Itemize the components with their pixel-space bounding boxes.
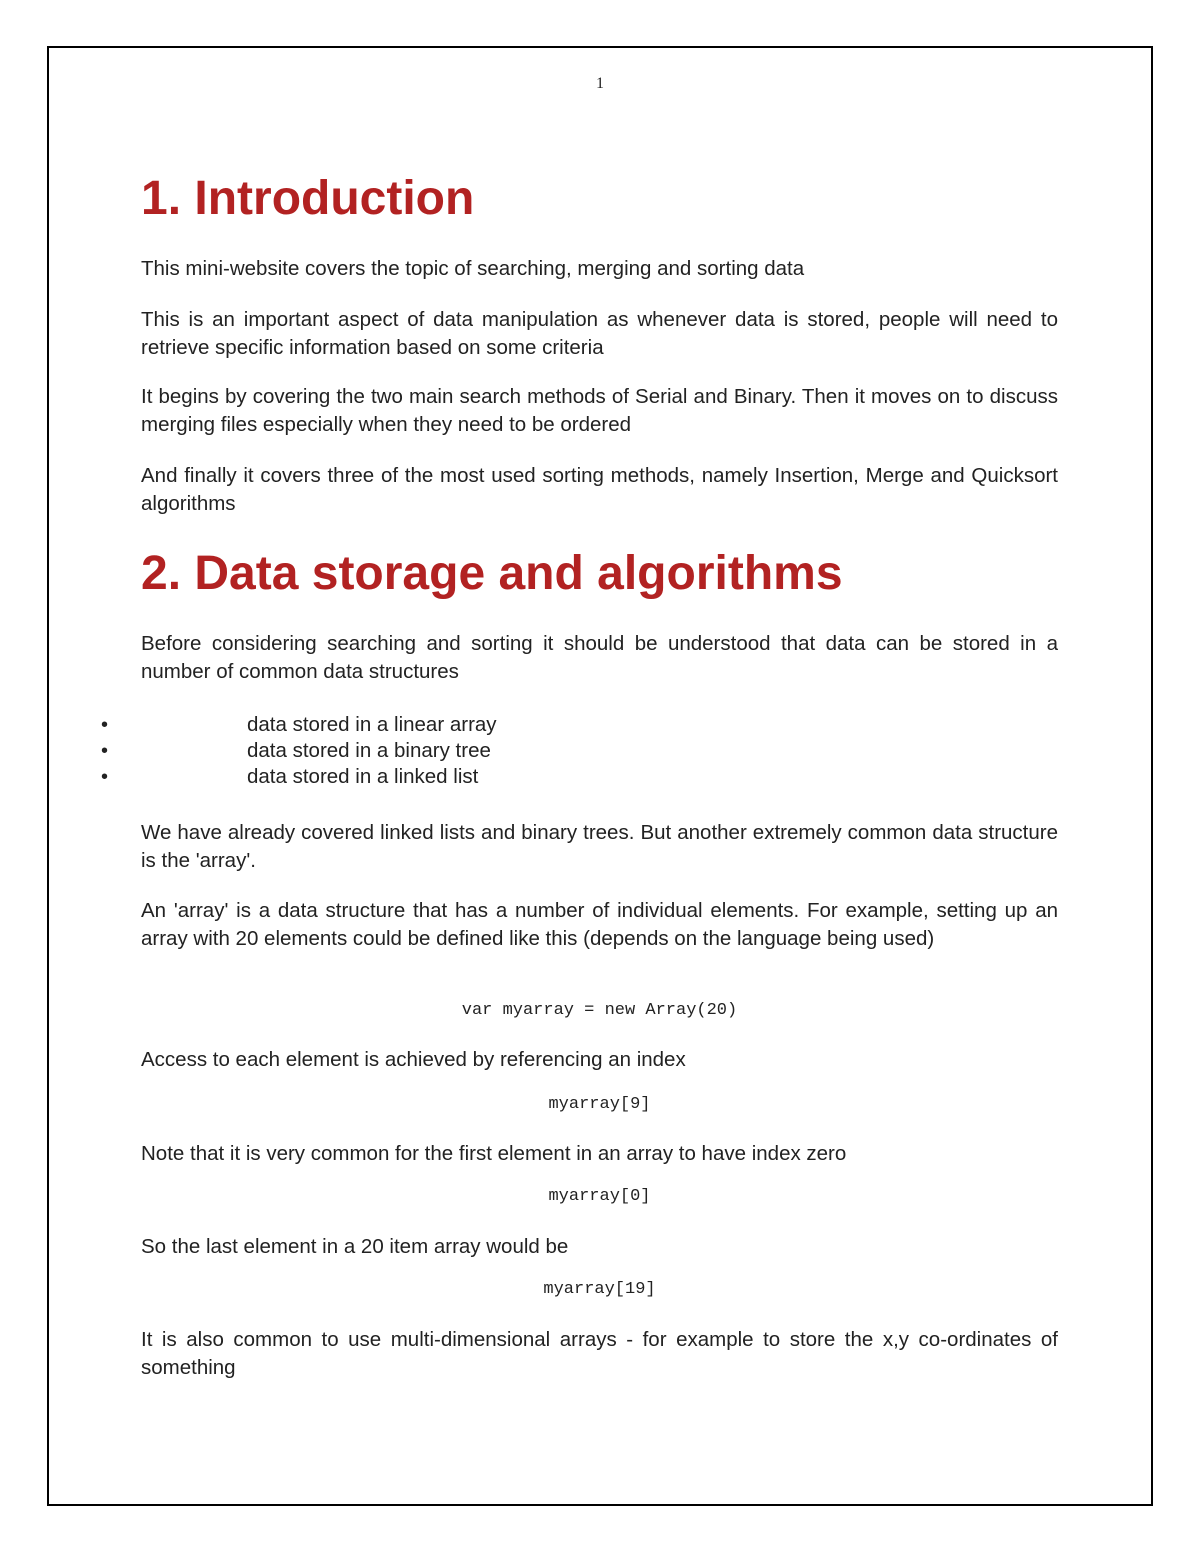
intro-paragraph-4: And finally it covers three of the most used sorting methods, namely Insertion, Merge and Quicksort algorithms (141, 464, 1058, 515)
intro-paragraph-1: This mini-website covers the topic of searching, merging and sorting data (141, 257, 805, 280)
data-storage-intro: Before considering searching and sorting it should be understood that data can be stored in a number of common data structures (141, 632, 1058, 683)
code-index-19: myarray[19] (543, 1280, 656, 1299)
section-heading-data-storage: 2. Data storage and algorithms (141, 547, 843, 600)
array-definition-paragraph: An 'array' is a data structure that has a number of individual elements. For example, setting up an array with 20 elements could be defined like this (depends on the language being used) (141, 899, 1058, 950)
last-element-paragraph: So the last element in a 20 item array would be (141, 1235, 569, 1258)
bullet-icon: • (101, 714, 109, 736)
section-heading-introduction: 1. Introduction (141, 172, 475, 225)
linked-lists-paragraph: We have already covered linked lists and binary trees. But another extremely common data structure is the 'array'. (141, 821, 1058, 872)
multi-dimensional-paragraph: It is also common to use multi-dimensional arrays - for example to store the x,y co-ordinates of something (141, 1328, 1058, 1379)
code-index-0: myarray[0] (548, 1187, 651, 1206)
list-item (101, 764, 1058, 790)
page-number: 1 (596, 75, 604, 92)
code-index-9: myarray[9] (548, 1095, 651, 1114)
list-item (101, 738, 1058, 764)
data-structure-list (101, 712, 1058, 790)
bullet-icon: • (101, 740, 109, 762)
list-item-text: data stored in a linear array (247, 713, 497, 736)
list-item-text: data stored in a binary tree (247, 739, 491, 762)
code-array-declaration: var myarray = new Array(20) (461, 1001, 738, 1020)
bullet-icon: • (101, 766, 109, 788)
list-item-text: data stored in a linked list (247, 765, 479, 788)
list-item (101, 712, 1058, 738)
access-paragraph: Access to each element is achieved by referencing an index (141, 1048, 686, 1071)
index-zero-paragraph: Note that it is very common for the first element in an array to have index zero (141, 1142, 847, 1165)
intro-paragraph-3: It begins by covering the two main search methods of Serial and Binary. Then it moves on to discuss merging files especially when they need to be ordered (141, 385, 1058, 436)
intro-paragraph-2: This is an important aspect of data manipulation as whenever data is stored, people will need to retrieve specific information based on some criteria (141, 308, 1058, 359)
